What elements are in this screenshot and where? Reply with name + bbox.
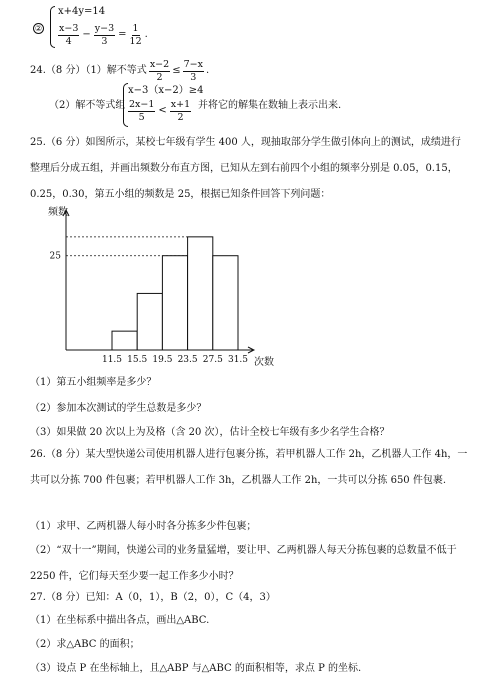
q27-sub2: （2）求△ABC 的面积； bbox=[30, 639, 140, 650]
q27-sub1: （1）在坐标系中描出各点，画出△ABC. bbox=[30, 615, 210, 626]
q26-sub2: （2）“双十一”期间，快递公司的业务量猛增，要让甲、乙两机器人每天分拣包裹的总数量不低于 2250 件，它们每天至少要一起工作多少小时？ bbox=[30, 545, 457, 582]
histogram-bar-2 bbox=[137, 293, 162, 350]
equation-line-2: $\frac{x-3}{4}$ − $\frac{y-3}{3}$ = $\frac{1}{12}$ . bbox=[59, 23, 148, 47]
q27-sub3: （3）设点 P 在坐标轴上，且△ABP 与△ABC 的面积相等，求点 P 的坐标. bbox=[30, 663, 362, 674]
q24-part2-label: （2）解不等式组 bbox=[49, 100, 126, 111]
inequality-line-1: x−3（x−2）≥4 bbox=[128, 85, 204, 96]
x-tick-label: 15.5 bbox=[127, 355, 148, 365]
q25-text: 25.（6 分）如图所示，某校七年级有学生 400 人，现抽取部分学生做引体向上的测试，成绩进行整理后分成五组，并画出频数分布直方图，已知从左到右前四个小组的频率分别是 0.05，0.15，0.25，0.30，第五小组的频数是 25，根据已知条件回答下列问题： bbox=[30, 137, 461, 200]
system-brace bbox=[50, 6, 55, 48]
q24-header: 24.（8 分）（1）解不等式 bbox=[30, 65, 147, 77]
histogram-bar-4 bbox=[188, 237, 213, 350]
fraction: $\frac{x+1}{2}$ bbox=[170, 99, 191, 123]
q25-sub3: （3）如果做 20 次以上为及格（含 20 次），估计全校七年级有多少名学生合格？ bbox=[30, 427, 390, 438]
inequality-line-2: $\frac{2x-1}{5}$ < $\frac{x+1}{2}$ bbox=[129, 99, 191, 123]
x-tick-label: 23.5 bbox=[177, 355, 198, 365]
circled-number-marker: ② bbox=[34, 24, 43, 33]
fraction: $\frac{y-3}{3}$ bbox=[94, 23, 115, 47]
q26-text: 26.（8 分）某大型快递公司使用机器人进行包裹分拣，若甲机器人工作 2h，乙机器人工作 4h，一共可以分拣 700 件包裹；若甲机器人工作 3h，乙机器人工作 2h，一共可以分拣 650 件包裹. bbox=[30, 449, 468, 486]
x-axis-label: 次数 bbox=[254, 357, 274, 368]
q25-sub2: （2）参加本次测试的学生总数是多少？ bbox=[30, 403, 207, 414]
equation-line-1: x+4y=14 bbox=[58, 6, 106, 17]
q25-sub1: （1）第五小组频率是多少？ bbox=[30, 377, 157, 388]
histogram-bar-5 bbox=[213, 256, 238, 350]
q27-text: 27.（8 分）已知：A（0，1），B（2，0），C（4，3） bbox=[30, 592, 276, 603]
q24-part2-tail: 并将它的解集在数轴上表示出来. bbox=[198, 100, 342, 111]
fraction: $\frac{x-2}{2}$ bbox=[149, 59, 170, 83]
fraction: $\frac{2x-1}{5}$ bbox=[129, 99, 155, 123]
q26-sub1: （1）求甲、乙两机器人每小时各分拣多少件包裹； bbox=[30, 521, 257, 532]
frequency-histogram bbox=[40, 198, 290, 373]
x-tick-label: 27.5 bbox=[202, 355, 223, 365]
histogram-bar-1 bbox=[112, 331, 137, 350]
x-tick-label: 19.5 bbox=[152, 355, 173, 365]
fraction: $\frac{x-3}{4}$ bbox=[59, 23, 79, 47]
histogram-bar-3 bbox=[162, 256, 187, 350]
fraction: $\frac{7-x}{3}$ bbox=[183, 59, 203, 83]
x-tick-label: 11.5 bbox=[101, 355, 123, 365]
q24-part1: 24.（8 分）（1）解不等式 $\frac{x-2}{2}$ ≤ $\frac{7-x}{3}$ . bbox=[30, 59, 210, 83]
y-axis-label: 频数 bbox=[48, 207, 68, 218]
fraction: $\frac{1}{12}$ bbox=[129, 23, 142, 47]
x-tick-label: 31.5 bbox=[227, 355, 249, 365]
y-tick-label: 25 bbox=[49, 251, 61, 262]
